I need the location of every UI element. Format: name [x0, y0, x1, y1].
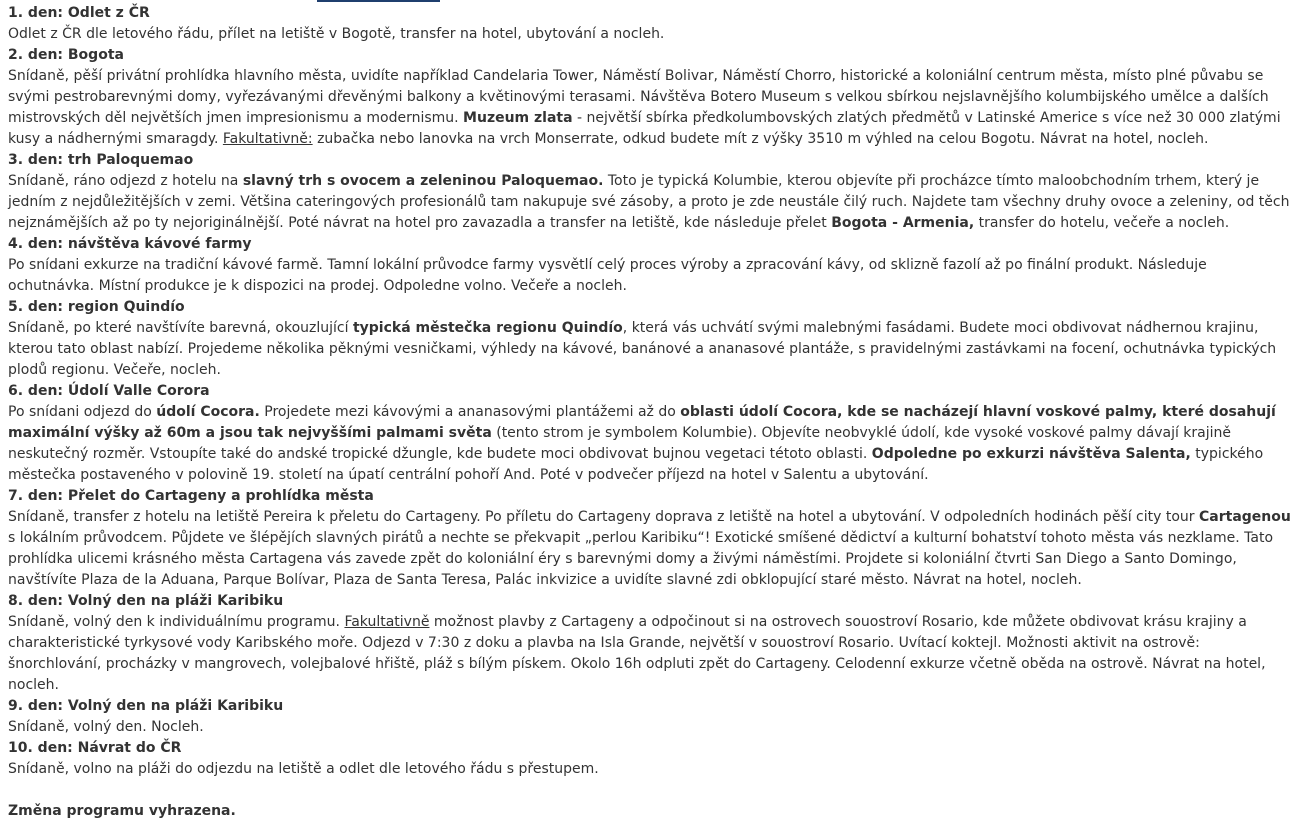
underlined-text: Fakultativně:: [222, 131, 313, 147]
itinerary-day: [8, 381, 1276, 486]
description-text: Snídaně, pěší privátní prohlídka hlavního města, uvidíte například Candelaria Tower, Náměstí Bolivar, Náměstí Chorro, historické a koloniální centrum města, místo plné půvabu se: [8, 68, 1264, 84]
day-description-line: [8, 528, 1274, 549]
description-text: zubačka nebo lanovka na vrch Monserrate, odkud budete mít z výšky 3510 m výhled na celou Bogotu. Návrat na hotel, nocleh.: [312, 131, 1209, 147]
description-text: mistrovských děl největších jmen impresionismu a modernismu.: [8, 110, 464, 126]
day-title: 9. den: Volný den na pláži Karibiku: [8, 698, 284, 714]
day-title: 10. den: Návrat do ČR: [8, 740, 182, 756]
itinerary-day: [8, 150, 1290, 234]
itinerary-day: [8, 234, 1207, 297]
description-text: kterou tato oblast nabízí. Projedeme několika pěknými vesničkami, výhledy na kávové, banánové a ananasové plantáže, s pravidelnými zastávkami na focení, ochutnávka typických: [8, 341, 1277, 357]
description-text: transfer do hotelu, večeře a nocleh.: [974, 215, 1230, 231]
description-text: - největší sbírka předkolumbovských zlatých předmětů v Latinské Americe s více než 30 000 zlatými: [572, 110, 1281, 126]
bold-text: údolí Cocora.: [156, 404, 260, 420]
day-description-line: [8, 507, 1291, 528]
description-text: jedním z nejdůležitějších v zemi. Většina cateringových profesionálů tam nakupuje své zásoby, a proto je zde neustále čilý ruch. Najdete tam všechny druhy ovoce a zeleniny, od těch: [8, 194, 1290, 210]
spacer: [8, 780, 1178, 801]
description-text: , která vás uchvátí svými malebnými fasádami. Budete moci obdivovat nádhernou krajinu,: [622, 320, 1259, 336]
bold-text: Bogota - Armenia,: [831, 215, 975, 231]
day-description-line: [8, 633, 1200, 654]
day-description-line: [8, 87, 1269, 108]
top-divider-line: [317, 0, 440, 2]
itinerary-day: [8, 297, 1277, 381]
description-text: Snídaně, transfer z hotelu na letiště Pereira k přeletu do Cartageny. Po příletu do Cartageny doprava z letiště na hotel a ubytování. V odpoledních hodinách pěší city tour: [8, 509, 1200, 525]
day-description-line: [8, 213, 1230, 234]
day-description-line: [8, 465, 1178, 486]
description-text: typického: [1190, 446, 1264, 462]
day-title: 6. den: Údolí Valle Corora: [8, 383, 210, 399]
itinerary-day: [8, 486, 1291, 591]
description-text: nejznámějších až po ty nejoriginálnější. Poté návrat na hotel pro zavazadla a transfer na letiště, kde následuje přelet: [8, 215, 832, 231]
description-text: Po snídani odjezd do: [8, 404, 157, 420]
description-text: Toto je typická Kolumbie, kterou objevíte při procházce tímto maloobchodním trhem, který je: [603, 173, 1260, 189]
description-text: (tento strom je symbolem Kolumbie). Objevíte neobvyklé údolí, kde vysoké voskové palmy dávají krajině: [491, 425, 1232, 441]
day-description-line: [8, 255, 1207, 276]
description-text: Odlet z ČR dle letového řádu, přílet na letiště v Bogotě, transfer na hotel, ubytování a nocleh.: [8, 26, 665, 42]
itinerary-day: [8, 3, 1178, 45]
description-text: Po snídani exkurze na tradiční kávové farmě. Tamní lokální průvodce farmy vysvětlí celý proces výroby a zpracování kávy, od sklizně fazolí až po finální produkt. Následuje: [8, 257, 1207, 273]
description-text: neskutečný rozměr. Vstoupíte také do andské tropické džungle, kde budete moci obdivovat bujnou vegetaci tétoto oblasti.: [8, 446, 872, 462]
itinerary-day: [8, 591, 1266, 696]
day-title: 7. den: Přelet do Cartageny a prohlídka města: [8, 488, 374, 504]
description-text: Snídaně, volný den. Nocleh.: [8, 719, 204, 735]
bold-text: slavný trh s ovocem a zeleninou Paloquemao.: [242, 173, 604, 189]
day-description-line: [8, 192, 1290, 213]
day-description-line: [8, 171, 1260, 192]
itinerary-day: [8, 738, 1178, 780]
day-description-line: [8, 129, 1209, 150]
day-description-line: [8, 570, 1178, 591]
day-description-line: [8, 318, 1259, 339]
day-description-line: [8, 66, 1264, 87]
description-text: svými pestrobarevnými domy, vyřezávanými dřevěnými balkony a květinovými terasami. Návštěva Botero Museum s velkou sbírkou nejslavnějšího kolumbijského umělce a dalších: [8, 89, 1269, 105]
day-description-line: [8, 423, 1232, 444]
bold-text: Muzeum zlata: [463, 110, 573, 126]
day-description-line: [8, 759, 1178, 780]
itinerary-day: [8, 45, 1281, 150]
day-description-line: [8, 276, 1178, 297]
description-text: plodů regionu. Večeře, nocleh.: [8, 362, 221, 378]
day-title: 2. den: Bogota: [8, 47, 124, 63]
description-text: šnorchlování, procházky v mangrovech, volejbalové hřiště, pláž s bílým pískem. Okolo 16h odpluti zpět do Cartageny. Celodenní exkurze včetně oběda na ostrově. Návrat na hotel,: [8, 656, 1266, 672]
description-text: kusy a nádhernými smaragdy.: [8, 131, 223, 147]
day-description-line: [8, 108, 1281, 129]
day-title: 4. den: návštěva kávové farmy: [8, 236, 252, 252]
day-description-line: [8, 444, 1264, 465]
day-title: 3. den: trh Paloquemao: [8, 152, 194, 168]
description-text: Projedete mezi kávovými a ananasovými plantážemi až do: [259, 404, 681, 420]
day-title: 5. den: region Quindío: [8, 299, 185, 315]
itinerary-day: [8, 696, 1178, 738]
day-description-line: [8, 549, 1237, 570]
bold-text: maximální výšky až 60m a jsou tak nejvyššími palmami světa: [8, 425, 492, 441]
description-text: městečka postaveného v polovině 19. století na úpatí centrální pohoří And. Poté v podvečer příjezd na hotel v Salentu a ubytování.: [8, 467, 929, 483]
day-description-line: [8, 24, 1178, 45]
day-description-line: [8, 360, 1178, 381]
day-description-line: [8, 612, 1247, 633]
day-description-line: [8, 717, 1178, 738]
description-text: Snídaně, volný den k individuálnímu programu.: [8, 614, 345, 630]
program-change-note: Změna programu vyhrazena.: [8, 803, 236, 819]
description-text: s lokálním průvodcem. Půjdete ve šlépějích slavných pirátů a nechte se překvapit „perlou Karibiku“! Exotické smíšené dědictví a kulturní bohatství tohoto města vás nezklame. Tato: [8, 530, 1274, 546]
underlined-text: Fakultativně: [344, 614, 430, 630]
day-description-line: [8, 339, 1277, 360]
description-text: Snídaně, ráno odjezd z hotelu na: [8, 173, 243, 189]
description-text: možnost plavby z Cartageny a odpočinout si na ostrovech souostroví Rosario, kde můžete obdivovat krásu krajiny a: [429, 614, 1247, 630]
description-text: charakteristické tyrkysové vody Karibského moře. Odjezd v 7:30 z doku a plavba na Isla Grande, největší v souostroví Rosario. Uvítací koktejl. Možnosti aktivit na ostrově:: [8, 635, 1200, 651]
day-description-line: [8, 402, 1276, 423]
day-description-line: [8, 654, 1266, 675]
description-text: Snídaně, po které navštívíte barevná, okouzlující: [8, 320, 353, 336]
day-title: 8. den: Volný den na pláži Karibiku: [8, 593, 284, 609]
day-description-line: [8, 675, 1178, 696]
bold-text: Cartagenou: [1199, 509, 1291, 525]
bold-text: Odpoledne po exkurzi návštěva Salenta,: [871, 446, 1191, 462]
description-text: Snídaně, volno na pláži do odjezdu na letiště a odlet dle letového řádu s přestupem.: [8, 761, 599, 777]
day-title: 1. den: Odlet z ČR: [8, 5, 150, 21]
description-text: nocleh.: [8, 677, 59, 693]
bold-text: typická městečka regionu Quindío: [352, 320, 623, 336]
description-text: ochutnávka. Místní produkce je k dispozici na prodej. Odpoledne volno. Večeře a nocleh.: [8, 278, 627, 294]
bold-text: oblasti údolí Cocora, kde se nacházejí hlavní voskové palmy, které dosahují: [680, 404, 1276, 420]
description-text: prohlídka ulicemi krásného města Cartagena vás zavede zpět do koloniální éry s barevnými domy a živými náměstími. Projdete si koloniální čtvrti San Diego a Santo Domingo,: [8, 551, 1237, 567]
description-text: navštívíte Plaza de la Aduana, Parque Bolívar, Plaza de Santa Teresa, Palác inkvizice a uvidíte slavné zdi obklopující staré město. Návrat na hotel, nocleh.: [8, 572, 1082, 588]
